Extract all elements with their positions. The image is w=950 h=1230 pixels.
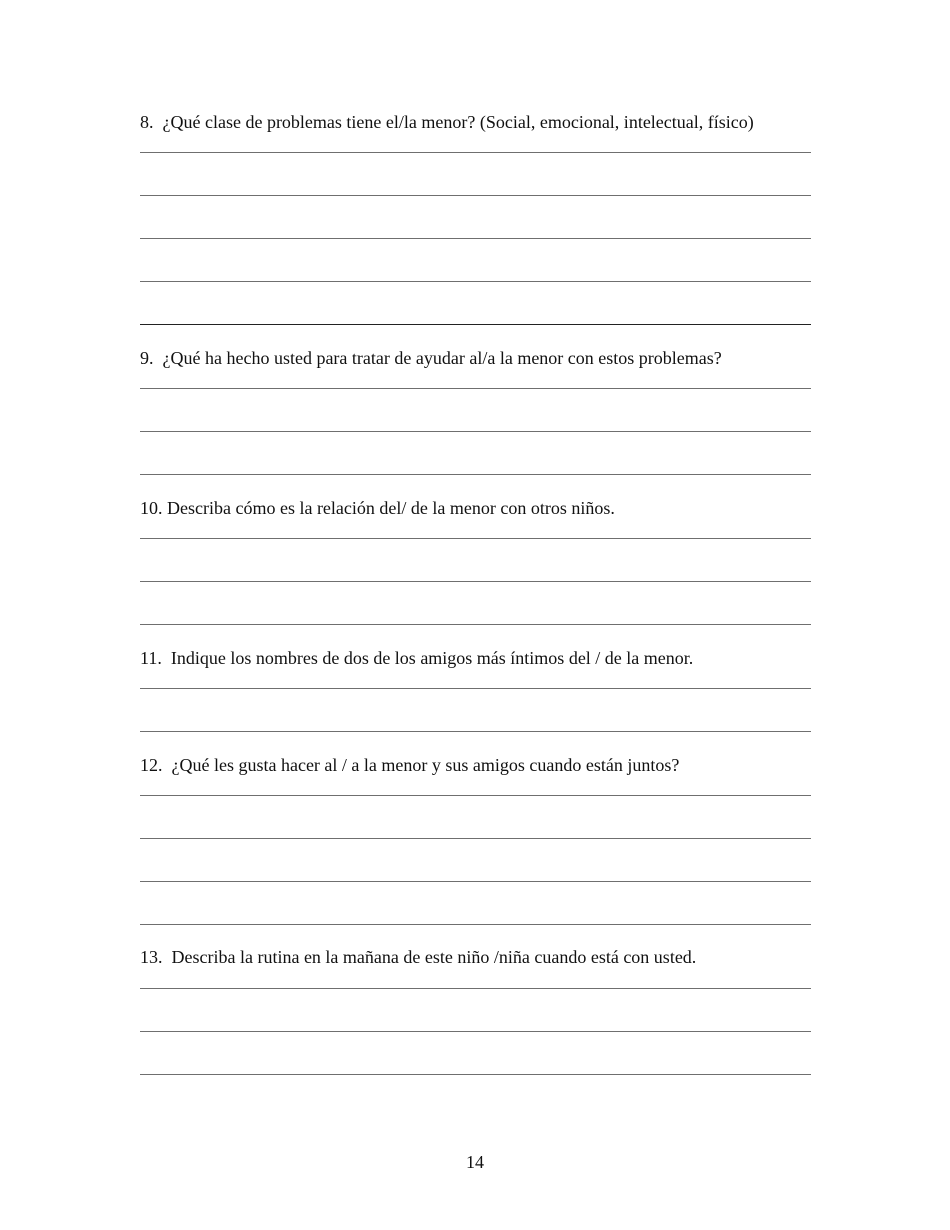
question-number: 8. — [140, 112, 154, 132]
question-13 — [140, 946, 812, 968]
answer-line[interactable] — [140, 988, 811, 989]
answer-line[interactable] — [140, 538, 811, 539]
answer-line[interactable] — [140, 195, 811, 196]
page-number: 14 — [466, 1152, 484, 1172]
question-10 — [140, 497, 812, 519]
question-text: Indique los nombres de dos de los amigos más íntimos del / de la menor. — [170, 648, 694, 668]
answer-line[interactable] — [140, 388, 811, 389]
question-12 — [140, 754, 812, 776]
answer-line[interactable] — [140, 324, 811, 325]
answer-line[interactable] — [140, 474, 811, 475]
question-text: Describa la rutina en la mañana de este niño /niña cuando está con usted. — [171, 947, 697, 967]
question-number: 12. — [140, 755, 163, 775]
answer-line[interactable] — [140, 881, 811, 882]
question-number: 13. — [140, 947, 163, 967]
question-11 — [140, 647, 812, 669]
question-number: 10. — [140, 498, 163, 518]
answer-line[interactable] — [140, 1031, 811, 1032]
answer-line[interactable] — [140, 624, 811, 625]
answer-line[interactable] — [140, 924, 811, 925]
question-text: ¿Qué ha hecho usted para tratar de ayudar al/a la menor con estos problemas? — [162, 348, 722, 368]
question-text: Describa cómo es la relación del/ de la menor con otros niños. — [167, 498, 615, 518]
answer-line[interactable] — [140, 238, 811, 239]
answer-line[interactable] — [140, 688, 811, 689]
question-number: 11. — [140, 648, 162, 668]
answer-line[interactable] — [140, 838, 811, 839]
answer-line[interactable] — [140, 581, 811, 582]
question-8 — [140, 111, 812, 133]
question-9 — [140, 347, 812, 369]
answer-line[interactable] — [140, 1074, 811, 1075]
answer-line[interactable] — [140, 431, 811, 432]
answer-line[interactable] — [140, 281, 811, 282]
question-text: ¿Qué les gusta hacer al / a la menor y sus amigos cuando están juntos? — [171, 755, 680, 775]
answer-line[interactable] — [140, 731, 811, 732]
answer-line[interactable] — [140, 795, 811, 796]
question-text: ¿Qué clase de problemas tiene el/la menor? (Social, emocional, intelectual, físico) — [162, 112, 754, 132]
answer-line[interactable] — [140, 152, 811, 153]
question-number: 9. — [140, 348, 154, 368]
